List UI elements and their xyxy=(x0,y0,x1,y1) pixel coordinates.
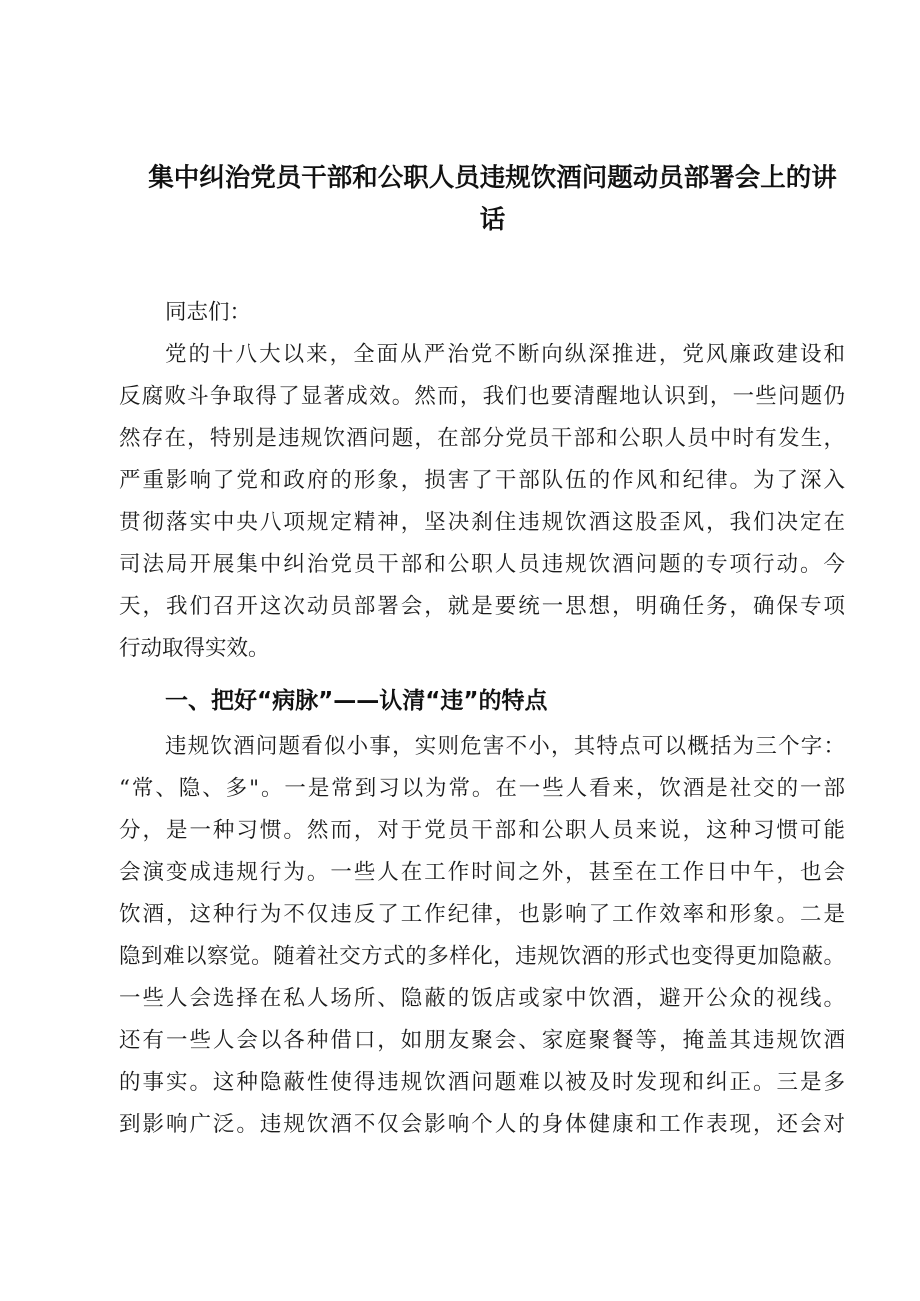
paragraph-2-line: 还有一些人会以各种借口，如朋友聚会、家庭聚餐等，掩盖其违规饮酒 xyxy=(119,1028,845,1053)
paragraph-1-line: 党的十八大以来，全面从严治党不断向纵深推进，党风廉政建设和 xyxy=(165,342,845,367)
paragraph-1-line: 反腐败斗争取得了显著成效。然而，我们也要清醒地认识到，一些问题仍 xyxy=(119,384,845,409)
salutation: 同志们： xyxy=(165,300,252,325)
paragraph-2-line: 会演变成违规行为。一些人在工作时间之外，甚至在工作日中午，也会 xyxy=(119,860,845,885)
paragraph-2-line: 违规饮酒问题看似小事，实则危害不小，其特点可以概括为三个字： xyxy=(165,734,845,759)
paragraph-2-line: 饮酒，这种行为不仅违反了工作纪律，也影响了工作效率和形象。二是 xyxy=(119,902,845,927)
paragraph-2-line: “常、隐、多"。一是常到习以为常。在一些人看来，饮酒是社交的一部 xyxy=(119,776,845,801)
paragraph-1-line: 司法局开展集中纠治党员干部和公职人员违规饮酒问题的专项行动。今 xyxy=(119,552,845,577)
section-1-heading: 一、把好“病脉”——认清“违”的特点 xyxy=(165,688,548,714)
paragraph-2-line: 的事实。这种隐蔽性使得违规饮酒问题难以被及时发现和纠正。三是多 xyxy=(119,1070,845,1095)
paragraph-1-line: 然存在，特别是违规饮酒问题，在部分党员干部和公职人员中时有发生， xyxy=(119,426,845,451)
paragraph-2-line: 分，是一种习惯。然而，对于党员干部和公职人员来说，这种习惯可能 xyxy=(119,818,845,843)
document-title-line-1: 集中纠治党员干部和公职人员违规饮酒问题动员部署会上的讲 xyxy=(148,163,837,193)
document-title-line-2: 话 xyxy=(479,205,506,235)
paragraph-2-line: 一些人会选择在私人场所、隐蔽的饭店或家中饮酒，避开公众的视线。 xyxy=(119,986,845,1011)
paragraph-1-line: 贯彻落实中央八项规定精神，坚决刹住违规饮酒这股歪风，我们决定在 xyxy=(119,510,845,535)
paragraph-2-line: 隐到难以察觉。随着社交方式的多样化，违规饮酒的形式也变得更加隐蔽。 xyxy=(119,944,845,969)
paragraph-1-line: 行动取得实效。 xyxy=(119,636,270,661)
paragraph-1-line: 天，我们召开这次动员部署会，就是要统一思想，明确任务，确保专项 xyxy=(119,594,845,619)
paragraph-2-line: 到影响广泛。违规饮酒不仅会影响个人的身体健康和工作表现，还会对 xyxy=(119,1112,845,1137)
paragraph-1-line: 严重影响了党和政府的形象，损害了干部队伍的作风和纪律。为了深入 xyxy=(119,468,845,493)
